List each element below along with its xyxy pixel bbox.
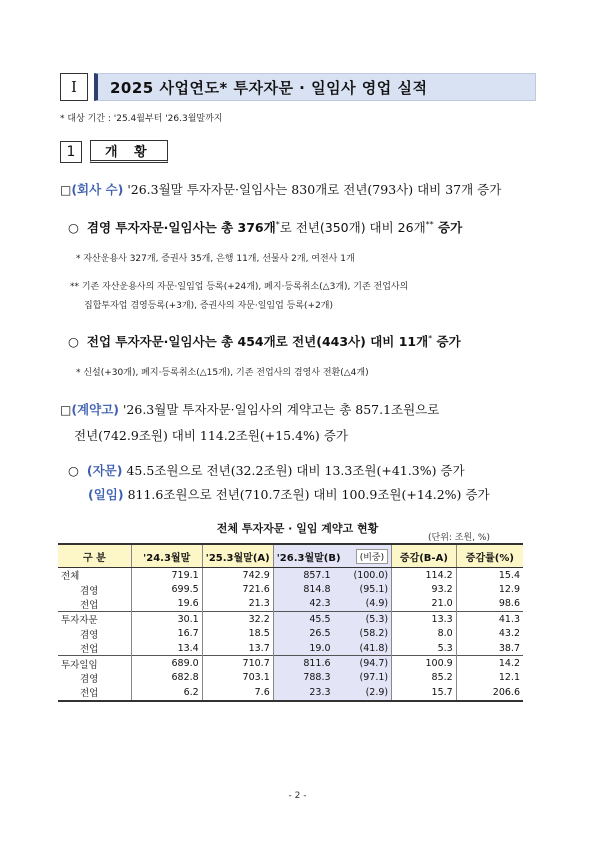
section-title: 2025 사업연도* 투자자문 · 일임사 영업 실적 [94,73,536,101]
cell-change: 93.2 [392,582,457,596]
table-body [58,568,523,701]
cell-share: (58.2) [334,627,392,641]
cell-share: (97.1) [334,671,392,685]
cell-share: (95.1) [334,582,392,596]
cell-2024: 19.6 [131,597,202,612]
cell-2026: 811.6 [273,656,333,671]
table-row [58,568,523,583]
paragraph-contract [60,400,439,418]
subsection-title: 개 황 [90,140,168,163]
cell-rate: 206.6 [456,685,523,700]
section-number: Ⅰ [60,73,88,101]
dedicated-text-2: 증가 [432,334,461,349]
header-2025: '25.3월말(A) [202,544,273,568]
table-row [58,641,523,656]
row-label: 겸영 [80,673,99,685]
cell-2025: 721.6 [202,582,273,596]
header-2024: '24.3월말 [131,544,202,568]
cell-2025: 32.2 [202,612,273,627]
cell-2024: 682.8 [131,671,202,685]
cell-2025: 742.9 [202,568,273,583]
cell-change: 13.3 [392,612,457,627]
note-concurrent-2b: 집합투자업 겸영등록(+3개), 증권사의 자문·일임업 등록(+2개) [84,301,334,311]
cell-2026: 26.5 [273,627,333,641]
contract-table [58,543,523,702]
note-dedicated: * 신설(+30개), 폐지·등록취소(△15개), 기존 전업사의 겸영사 전환(△4개) [76,368,369,378]
cell-rate: 12.1 [456,671,523,685]
table-row [58,685,523,700]
table-row [58,656,523,671]
table-unit: (단위: 조원, %) [428,533,490,543]
cell-2024: 719.1 [131,568,202,583]
cell-change: 15.7 [392,685,457,700]
concurrent-text-2: 로 전년(350개) 대비 26개 [279,220,426,235]
paragraph-discretionary [88,485,490,503]
cell-change: 85.2 [392,671,457,685]
cell-2026: 814.8 [273,582,333,596]
paragraph-concurrent [68,218,462,236]
table-row [58,582,523,596]
cell-share: (41.8) [334,641,392,656]
page-number: - 2 - [288,791,307,801]
cell-2024: 30.1 [131,612,202,627]
cell-2024: 13.4 [131,641,202,656]
advisory-text: 45.5조원으로 전년(32.2조원) 대비 13.3조원(+41.3%) 증가 [126,463,465,478]
circle-bullet: ○ [68,220,79,235]
circle-bullet: ○ [68,334,79,349]
cell-2026: 788.3 [273,671,333,685]
header-category: 구 분 [58,544,131,568]
cell-change: 114.2 [392,568,457,583]
row-label: 겸영 [80,629,99,641]
row-label: 투자자문 [58,612,131,627]
cell-share: (2.9) [334,685,392,700]
period-note: * 대상 기간 : '25.4월부터 '26.3월말까지 [60,114,223,124]
cell-2026: 23.3 [273,685,333,700]
row-label: 겸영 [80,585,99,597]
cell-2026: 42.3 [273,597,333,612]
row-label: 전업 [58,685,131,700]
cell-2024: 689.0 [131,656,202,671]
concurrent-text: 겸영 투자자문·일임사는 총 376개 [86,220,276,235]
circle-bullet: ○ [68,463,79,478]
cell-change: 8.0 [392,627,457,641]
header-2026 [273,544,391,568]
contract-text-b: 전년(742.9조원) 대비 114.2조원(+15.4%) 증가 [74,428,348,443]
cell-2024: 16.7 [131,627,202,641]
row-label: 투자일임 [58,656,131,671]
cell-2025: 703.1 [202,671,273,685]
cell-share: (5.3) [334,612,392,627]
cell-rate: 38.7 [456,641,523,656]
dedicated-text: 전업 투자자문·일임사는 총 454개로 전년(443사) 대비 11개 [86,334,429,349]
header-share: (비중) [356,549,388,564]
row-label: 전체 [61,571,80,583]
cell-rate: 15.4 [456,568,523,583]
contract-text-a: '26.3월말 투자자문·일임사의 계약고는 총 857.1조원으로 [122,402,440,417]
cell-2026: 45.5 [273,612,333,627]
cell-2026: 19.0 [273,641,333,656]
company-count-text: '26.3월말 투자자문·일임사는 830개로 전년(793사) 대비 37개 증가 [127,182,502,197]
row-label: 전업 [80,644,99,656]
cell-change: 5.3 [392,641,457,656]
cell-change: 21.0 [392,597,457,612]
paragraph-company-count [60,180,501,198]
cell-2025: 18.5 [202,627,273,641]
subsection-number: 1 [60,141,82,163]
cell-2025: 21.3 [202,597,273,612]
square-bullet: □ [60,183,72,197]
tag-discretionary: (일임) [88,487,124,502]
cell-rate: 12.9 [456,582,523,596]
cell-rate: 14.2 [456,656,523,671]
square-bullet: □ [60,403,72,417]
tag-advisory: (자문) [86,463,123,478]
row-label: 전업 [80,599,99,611]
cell-change: 100.9 [392,656,457,671]
footnote-mark: * [428,333,433,343]
note-concurrent-1: * 자산운용사 327개, 증권사 35개, 은행 11개, 선물사 2개, 여전사 1개 [76,254,355,264]
footnote-mark: * [275,219,280,229]
cell-2025: 710.7 [202,656,273,671]
cell-2024: 6.2 [131,685,202,700]
cell-share: (94.7) [334,656,392,671]
note-concurrent-2a: ** 기존 자산운용사의 자문·일임업 등록(+24개), 폐지·등록취소(△3개), 기존 전업사의 [70,282,409,292]
tag-company-count: (회사 수) [71,182,124,197]
paragraph-dedicated [68,332,461,350]
cell-2025: 7.6 [202,685,273,700]
table-row [58,627,523,641]
section-header [60,73,536,101]
cell-2025: 13.7 [202,641,273,656]
table-row [58,612,523,627]
subsection-header [60,140,168,163]
cell-rate: 43.2 [456,627,523,641]
table-title: 전체 투자자문 · 일임 계약고 현황 [216,522,379,535]
cell-2024: 699.5 [131,582,202,596]
header-change: 증감(B-A) [392,544,457,568]
cell-rate: 41.3 [456,612,523,627]
paragraph-advisory [68,461,465,479]
header-rate: 증감률(%) [456,544,523,568]
discretionary-text: 811.6조원으로 전년(710.7조원) 대비 100.9조원(+14.2%) 증가 [127,487,490,502]
cell-rate: 98.6 [456,597,523,612]
tag-contract: (계약고) [71,402,119,417]
header-2026-label: '26.3월말(B) [276,552,341,564]
table-row [58,671,523,685]
footnote-mark-2: ** [425,219,434,229]
cell-share: (100.0) [334,568,392,583]
table-row [58,597,523,612]
cell-2026: 857.1 [273,568,333,583]
cell-share: (4.9) [334,597,392,612]
concurrent-text-3: 증가 [433,220,463,235]
